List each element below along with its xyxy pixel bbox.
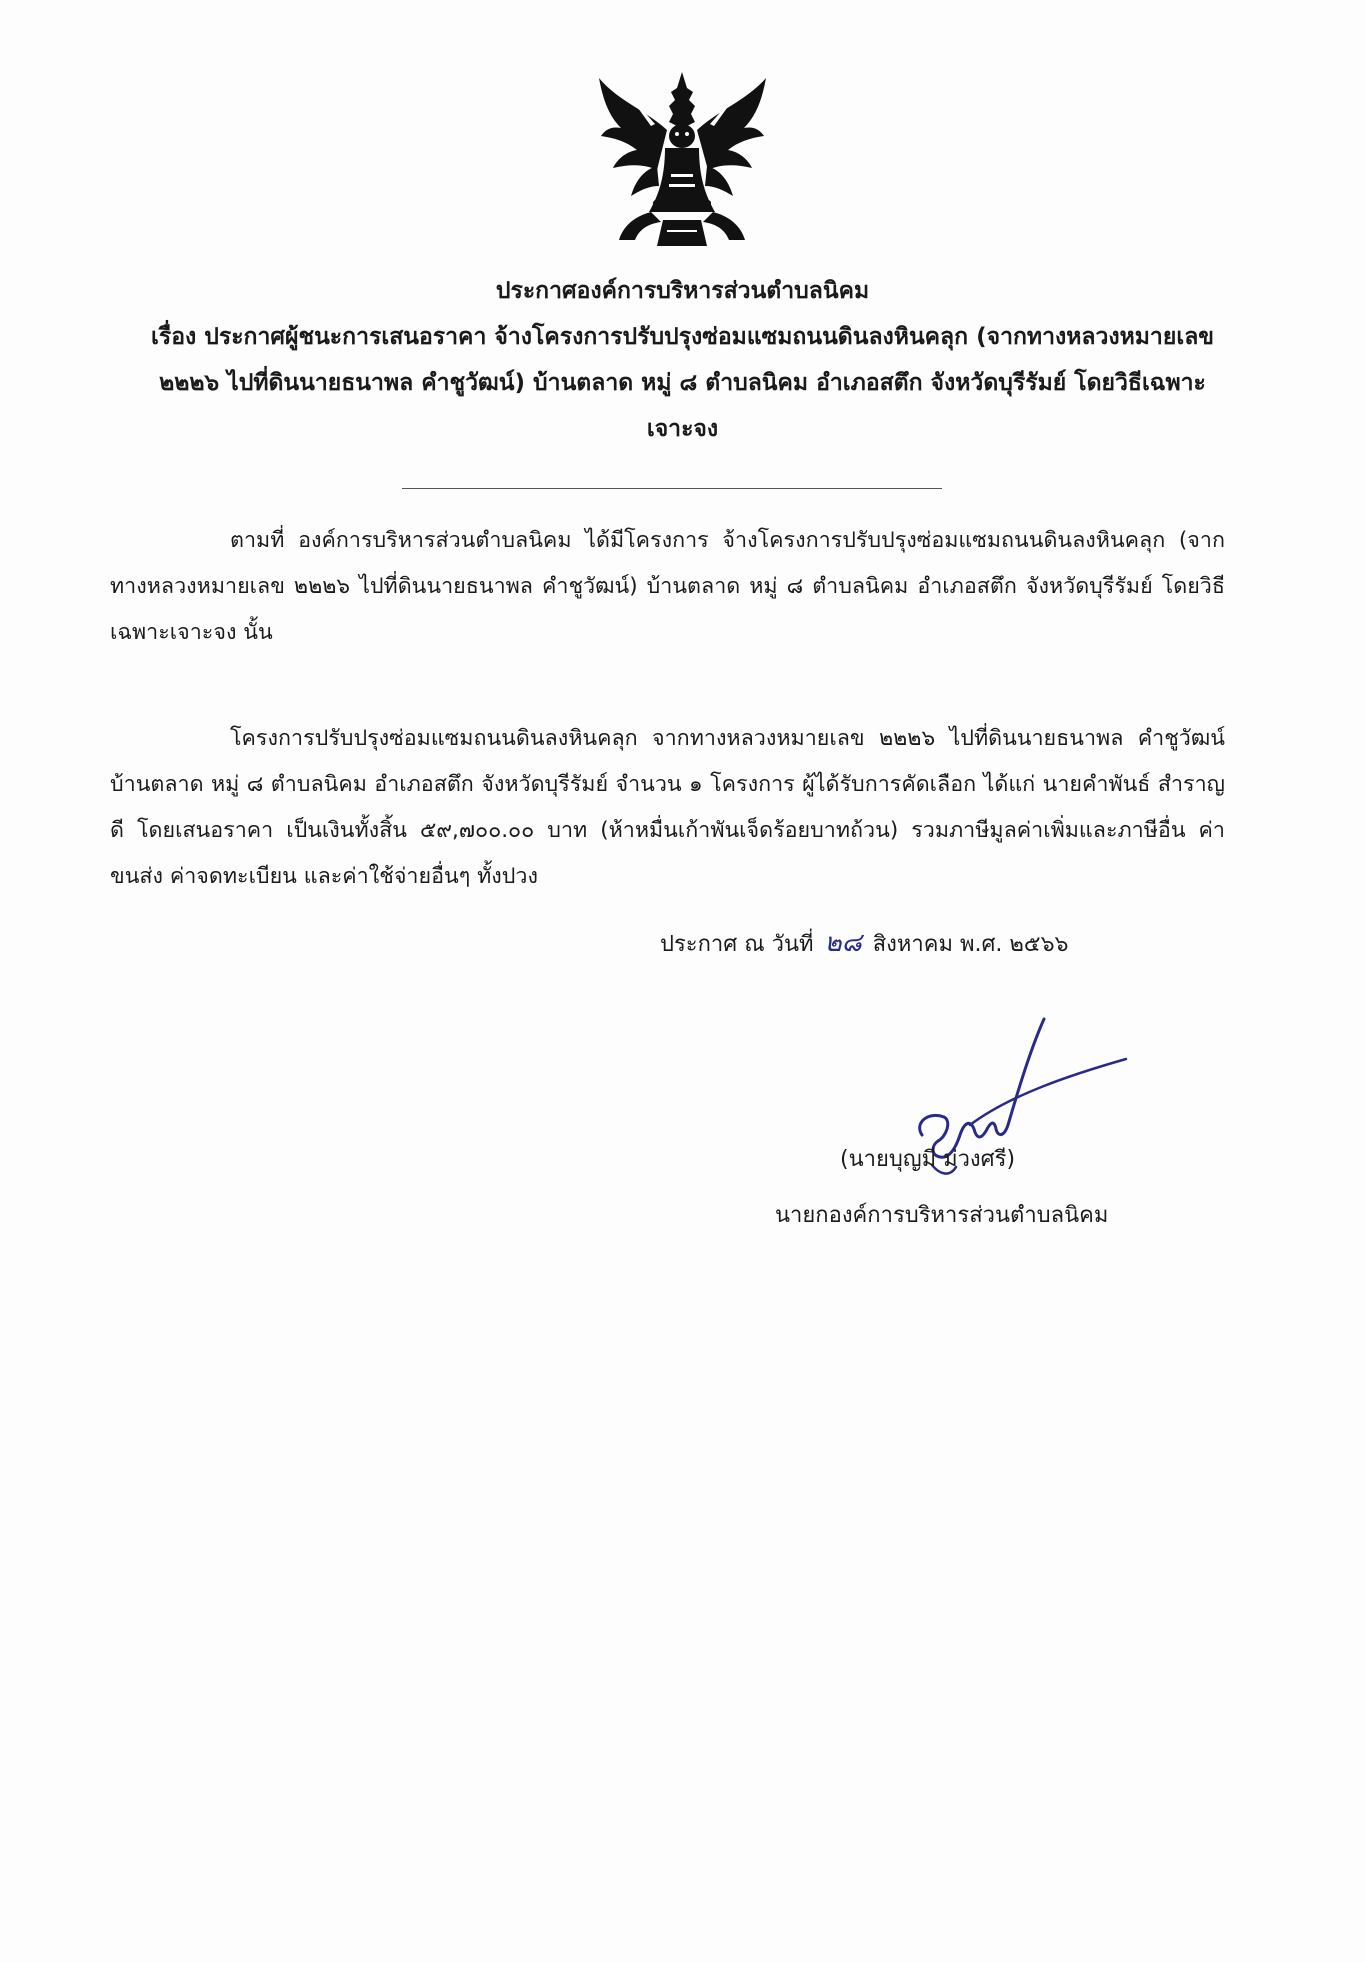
body-paragraph-2 — [110, 716, 1225, 900]
date-day: ๒๘ — [824, 928, 862, 958]
separator-line — [402, 488, 942, 489]
announcement-date — [660, 920, 1069, 968]
announcement-title: ประกาศองค์การบริหารส่วนตำบลนิคม — [495, 278, 870, 304]
announcement-subject — [110, 314, 1255, 452]
body-paragraph-1 — [110, 518, 1225, 656]
subject-line-2: ๒๒๒๖ ไปที่ดินนายธนาพล คำชูวัฒน์) บ้านตลาด หมู่ ๘ ตำบลนิคม อำเภอสตึก จังหวัดบุรีรัมย์ โดยวิธีเฉพาะ — [159, 370, 1206, 396]
subject-line-1: เรื่อง ประกาศผู้ชนะการเสนอราคา จ้างโครงการปรับปรุงซ่อมแซมถนนดินลงหินคลุก (จากทางหลวงหมายเลข — [150, 324, 1215, 350]
garuda-emblem-icon — [595, 70, 770, 250]
date-prefix: ประกาศ ณ วันที่ — [660, 932, 814, 957]
paragraph-1-text: ตามที่ องค์การบริหารส่วนตำบลนิคม ได้มีโครงการ จ้างโครงการปรับปรุงซ่อมแซมถนนดินลงหินคลุก (จากทางหลวงหมายเลข ๒๒๒๖ ไปที่ดินนายธนาพล คำชูวัฒน์) บ้านตลาด หมู่ ๘ ตำบลนิคม อำเภอสตึก จังหวัดบุรีรัมย์ โดยวิธีเฉพาะเจาะจง นั้น — [110, 528, 1225, 645]
signer-title: นายกองค์การบริหารส่วนตำบลนิคม — [775, 1203, 1109, 1228]
signer-name: (นายบุญมี ม่วงศรี) — [840, 1147, 1016, 1172]
paragraph-2-text: โครงการปรับปรุงซ่อมแซมถนนดินลงหินคลุก จากทางหลวงหมายเลข ๒๒๒๖ ไปที่ดินนายธนาพล คำชูวัฒน์ บ้านตลาด หมู่ ๘ ตำบลนิคม อำเภอสตึก จังหวัดบุรีรัมย์ จำนวน ๑ โครงการ ผู้ได้รับการคัดเลือก ได้แก่ นายคำพันธ์ สำราญดี โดยเสนอราคา เป็นเงินทั้งสิ้น ๕๙,๗๐๐.๐๐ บาท (ห้าหมื่นเก้าพันเจ็ดร้อยบาทถ้วน) รวมภาษีมูลค่าเพิ่มและภาษีอื่น ค่าขนส่ง ค่าจดทะเบียน และค่าใช้จ่ายอื่นๆ ทั้งปวง — [110, 726, 1225, 889]
subject-line-3: เจาะจง — [646, 416, 719, 442]
date-suffix: สิงหาคม พ.ศ. ๒๕๖๖ — [872, 932, 1069, 957]
